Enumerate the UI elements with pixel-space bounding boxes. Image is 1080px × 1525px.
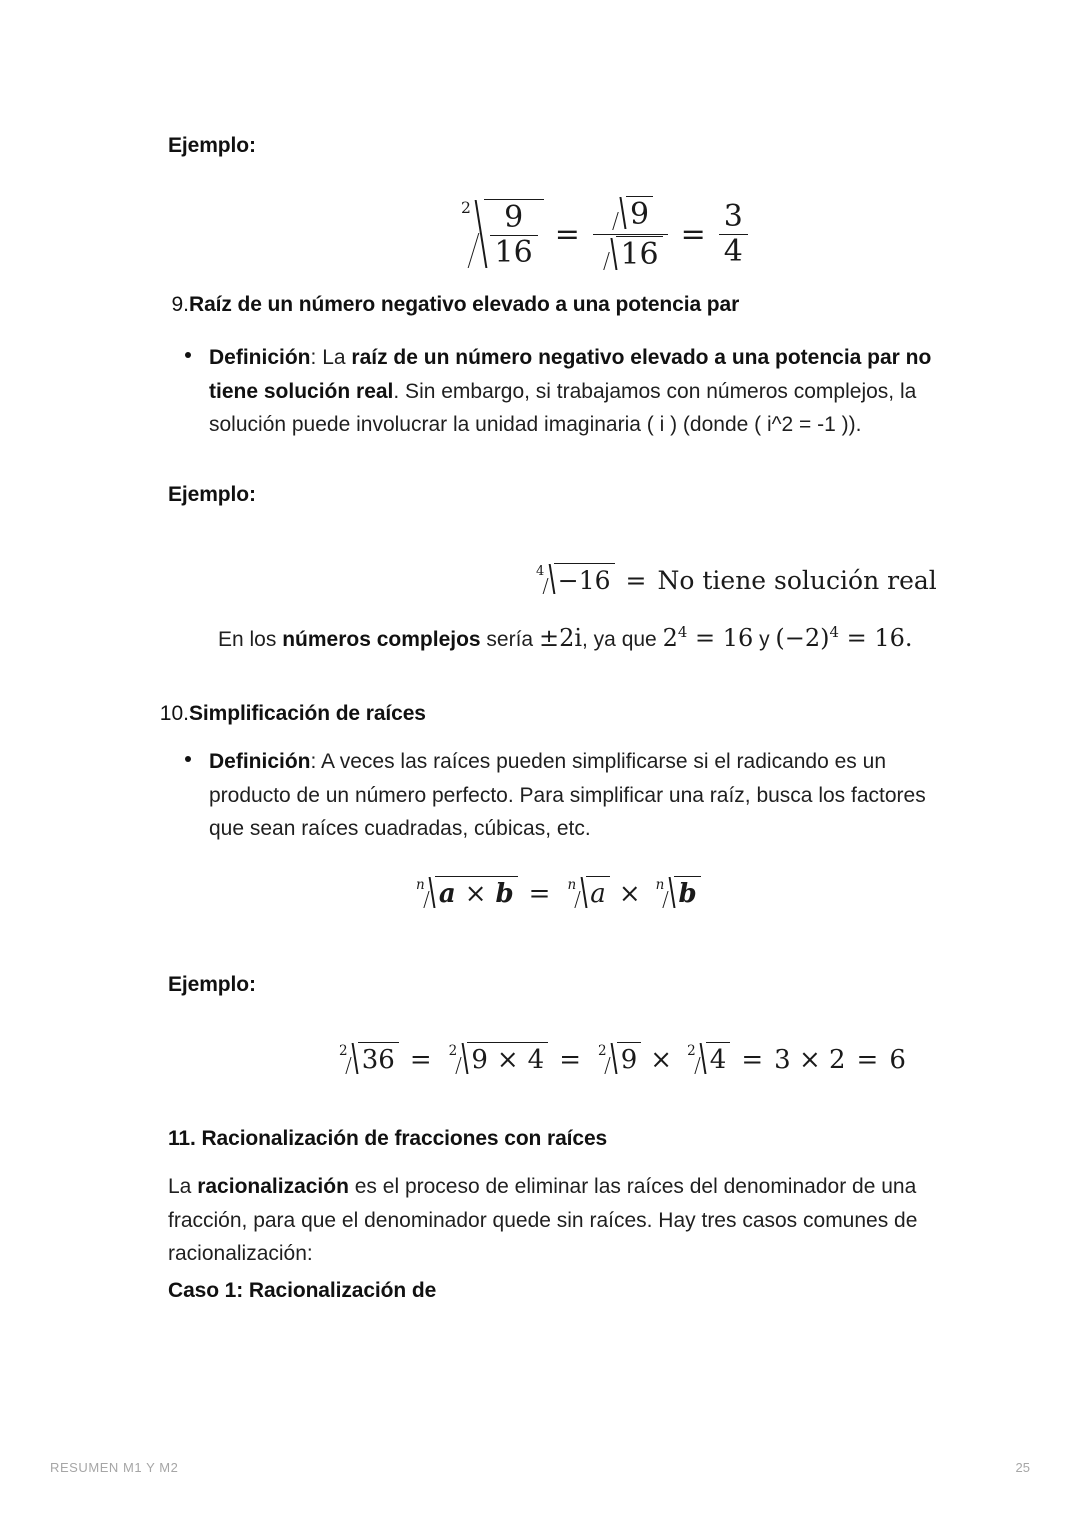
list-marker-9: 9.	[171, 293, 189, 316]
radical-sign	[607, 196, 626, 233]
radicand-9: 9	[617, 1042, 642, 1077]
fraction-numerator: 9	[504, 199, 524, 235]
case-1-heading: Caso 1: Racionalización de	[168, 1279, 437, 1302]
radical-index: 4	[536, 563, 545, 579]
section-heading-9: Raíz de un número negativo elevado a una potencia par	[189, 293, 740, 316]
note-math-exp2-4: 4	[829, 623, 839, 641]
formula-nth-root-product	[410, 876, 701, 911]
note-part-3: , ya que	[582, 628, 663, 651]
variable-b: b	[495, 879, 514, 909]
paragraph-bold-racionalizacion: racionalización	[197, 1175, 349, 1198]
definicion-text-b-9: . Sin embargo, si trabajamos con números complejos, la solución puede involucrar la unidad imaginaria ( i ) (donde ( i^2 = -1 )).	[209, 379, 917, 436]
radical-index: n	[655, 876, 665, 893]
fraction-denominator: 16	[490, 235, 538, 269]
radical-index: 2	[339, 1042, 348, 1059]
definicion-term-9: Definición	[209, 346, 311, 369]
formula-fourth-root-negative-16	[530, 563, 937, 597]
note-part-2: sería	[480, 628, 539, 651]
formula-result-text: No tiene solución real	[657, 565, 937, 595]
times-sign-rhs: ×	[618, 878, 641, 909]
footer-page-number: 25	[1015, 1460, 1030, 1475]
equals-sign-3: =	[741, 1044, 764, 1075]
fraction-numerator-result: 3	[723, 199, 743, 234]
radical-sqrt-4	[681, 1042, 730, 1077]
fraction-denominator-result: 4	[719, 234, 748, 268]
radical-2-root-fraction	[455, 199, 544, 272]
bullet-dot-icon	[185, 756, 191, 762]
fraction-9-over-16	[490, 199, 538, 270]
note-math-base-neg2: (−2)	[775, 624, 830, 652]
radical-sqrt-9-times-4	[443, 1042, 549, 1077]
fraction-numerator-sqrt	[602, 196, 658, 234]
ejemplo-label-3: Ejemplo:	[168, 973, 256, 996]
paragraph-part-2: es el proceso de eliminar las raíces del denominador de una fracción, para que el denominador quede sin raíces. Hay tres casos comunes de racionalización:	[168, 1175, 918, 1265]
note-math-eq-16: = 16	[687, 624, 754, 652]
section-heading-10: Simplificación de raíces	[189, 702, 426, 725]
equals-sign-1: =	[409, 1044, 432, 1075]
definicion-colon-10: :	[310, 750, 317, 773]
radical-index: n	[567, 876, 577, 893]
equals-sign: =	[528, 878, 551, 909]
radicand-b: b	[674, 876, 700, 911]
variable-a: a	[438, 879, 456, 909]
note-math-2-pow-4	[663, 624, 754, 652]
note-bold-numeros-complejos: números complejos	[282, 628, 481, 651]
note-part-1: En los	[218, 628, 283, 651]
paragraph-part-1: La	[168, 1175, 198, 1198]
bullet-text-definicion-9	[209, 341, 969, 442]
radical-n-root-b	[650, 876, 701, 911]
bullet-text-definicion-10	[209, 745, 959, 846]
factor-9: 9	[471, 1045, 488, 1075]
radical-sqrt-16	[598, 236, 663, 273]
fraction-3-over-4	[719, 201, 748, 269]
equals-sign-2: =	[559, 1044, 582, 1075]
radical-index: 2	[598, 1042, 607, 1059]
note-math-base-2: 2	[662, 624, 678, 652]
radical-index: 2	[448, 1042, 458, 1059]
radicand-9-times-4	[467, 1042, 548, 1077]
definicion-term-10: Definición	[209, 750, 311, 773]
list-marker-10: 10.	[159, 702, 189, 725]
radical-sqrt-36	[333, 1042, 399, 1077]
bullet-dot-icon	[185, 352, 191, 358]
section-11-paragraph	[168, 1170, 958, 1271]
radicand-a-times-b	[435, 876, 518, 911]
equals-sign-4: =	[856, 1044, 879, 1075]
definicion-colon-9: :	[310, 346, 317, 369]
factor-4: 4	[527, 1045, 545, 1075]
radical-index: 2	[687, 1042, 696, 1059]
ejemplo-label-2: Ejemplo:	[168, 483, 256, 506]
note-part-4: y	[753, 628, 776, 651]
complex-numbers-note	[218, 622, 948, 657]
radical-sqrt-9	[592, 1042, 641, 1077]
ejemplo-label-1: Ejemplo:	[168, 134, 256, 157]
note-math-neg2-pow-4	[775, 624, 912, 652]
fraction-denominator-sqrt	[593, 234, 668, 273]
fraction-sqrt9-over-sqrt16	[593, 196, 668, 274]
radicand-36: 36	[358, 1042, 399, 1077]
times-sign: ×	[496, 1045, 519, 1075]
definicion-text-a-9: La	[316, 346, 352, 369]
definicion-bold-9: raíz de un número negativo elevado a una potencia par no tiene solución real	[209, 346, 932, 403]
final-result-6: 6	[889, 1044, 906, 1075]
radical-n-root-ab	[410, 876, 518, 911]
note-math-eq2-16: = 16.	[838, 624, 913, 652]
radicand-neg-16: −16	[554, 563, 615, 597]
radical-n-root-a	[561, 876, 609, 911]
radical-sqrt-9	[607, 196, 653, 233]
radicand-16: 16	[616, 236, 662, 273]
equals-sign-1: =	[554, 217, 580, 253]
radicand-4: 4	[706, 1042, 731, 1077]
times-sign: ×	[464, 879, 487, 909]
definicion-text-10: A veces las raíces pueden simplificarse si el radicando es un producto de un número perfecto. Para simplificar una raíz, busca los factores que sean raíces cuadradas, cúbicas, etc.	[209, 750, 926, 840]
formula-sqrt-36-simplification	[333, 1042, 906, 1077]
formula-sqrt-9-over-16	[455, 196, 750, 274]
note-math-exp-4: 4	[677, 623, 688, 641]
radicand-a: a	[586, 876, 610, 911]
product-3-times-2: 3 × 2	[774, 1044, 846, 1075]
times-sign-2: ×	[650, 1044, 673, 1075]
section-heading-11: 11. Racionalización de fracciones con raíces	[168, 1127, 608, 1150]
radical-index: n	[416, 876, 425, 893]
equals-sign: =	[625, 565, 647, 595]
equals-sign-2: =	[680, 217, 706, 253]
radical-sign	[598, 236, 617, 273]
note-math-plusminus-2i: ±2i	[538, 624, 583, 652]
radical-4-root-neg16	[530, 563, 615, 597]
footer-document-title: RESUMEN M1 Y M2	[50, 1460, 179, 1475]
radical-index: 2	[461, 199, 471, 218]
radicand-9: 9	[626, 196, 653, 233]
